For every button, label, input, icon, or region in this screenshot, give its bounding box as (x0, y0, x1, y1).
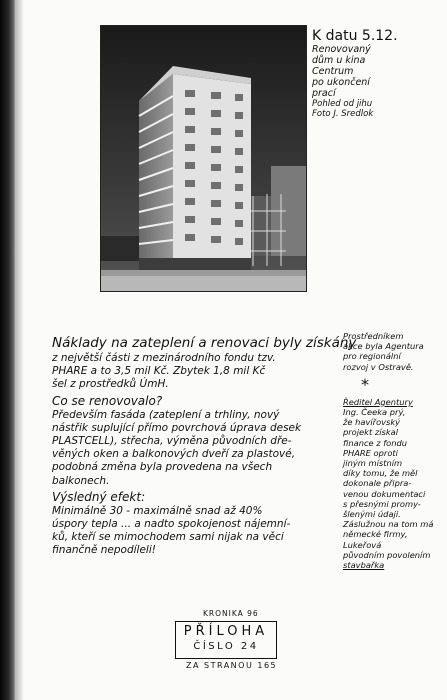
caption-photographer: Foto J. Sredlok (312, 109, 374, 119)
section-heading: Co se renovovalo? (52, 393, 163, 408)
side-line: finance z fondu (343, 437, 408, 448)
side-line: Prostředníkem (343, 331, 404, 341)
stamp-number: ČÍSLO 24 (193, 641, 259, 652)
text-line: ků, kteří se mimochodem sami nijak na věci (52, 531, 284, 544)
side-line: původním povolením (343, 549, 431, 560)
text-line: věných oken a balkonových dveří za plastové, (52, 448, 296, 461)
side-line: PHARE oproti (343, 447, 398, 458)
side-line: Lukeřová (343, 539, 382, 550)
kronika-label: KRONIKA 96 (203, 609, 259, 618)
text-line: šel z prostředků ÚmH. (52, 378, 169, 391)
caption-date: K datu 5.12. (312, 28, 398, 44)
apartment-building-photo (101, 26, 306, 291)
text-line: PLASTCELL), střecha, výměna původních dře- (52, 435, 292, 448)
caption-line: Pohled od jihu (312, 99, 373, 109)
side-line: Ing. Čeeka prý, (343, 407, 406, 418)
side-line: stavbařka (343, 560, 385, 571)
caption-line: Renovovaný (312, 44, 371, 55)
side-line: Záslužnou na tom má (343, 519, 434, 530)
page-reference: ZA STRANOU 165 (186, 661, 278, 670)
side-line: s přesnými promy- (343, 498, 421, 509)
section-heading: Výsledný efekt: (52, 489, 146, 504)
text-line: Především fasáda (zateplení a trhliny, nový (52, 408, 280, 421)
caption-line: prací (312, 88, 336, 99)
side-note (343, 331, 443, 570)
side-line: rozvoj v Ostravě. (343, 361, 414, 372)
side-line: projekt získal (343, 427, 399, 438)
caption-line: po ukončení (312, 77, 370, 88)
side-line: venou dokumentaci (343, 488, 426, 499)
side-line: německé firmy, (343, 529, 408, 540)
side-line: šlenými údaji. (343, 509, 401, 520)
text-line: PHARE a to 3,5 mil Kč. Zbytek 1,8 mil Kč (52, 365, 266, 378)
asterisk-separator: * (361, 374, 369, 394)
book-binding (0, 0, 16, 700)
text-line: úspory tepla ... a nadto spokojenost nájemní- (52, 518, 291, 531)
text-line: balkonech. (52, 474, 110, 487)
text-line: finančně nepodíleli! (52, 544, 156, 557)
side-line: pro regionální (343, 351, 401, 362)
side-line: dokonale připra- (343, 478, 412, 489)
photo-caption (312, 28, 442, 119)
side-line: akce byla Agentura (343, 341, 424, 352)
text-line: nástřik suplující přímo povrchová úprava desek (52, 421, 302, 434)
side-line: že havířovský (343, 417, 401, 428)
binding-shadow (16, 0, 24, 700)
appendix-stamp (175, 621, 277, 659)
text-line: Minimálně 30 - maximálně snad až 40% (52, 504, 263, 517)
main-handwritten-text (52, 335, 357, 558)
caption-line: Centrum (312, 66, 354, 77)
building-photo (100, 25, 307, 292)
caption-line: dům u kina (312, 55, 366, 66)
side-line: díky tomu, že měl (343, 468, 418, 479)
text-line: podobná změna byla provedena na všech (52, 461, 273, 474)
side-line: Ředitel Agentury (343, 396, 413, 407)
text-line: Náklady na zateplení a renovaci byly získány (52, 335, 357, 351)
text-line: z největší části z mezinárodního fondu tzv. (52, 352, 276, 364)
stamp-title: PŘÍLOHA (183, 624, 269, 639)
side-line: jiným místním (343, 458, 403, 469)
